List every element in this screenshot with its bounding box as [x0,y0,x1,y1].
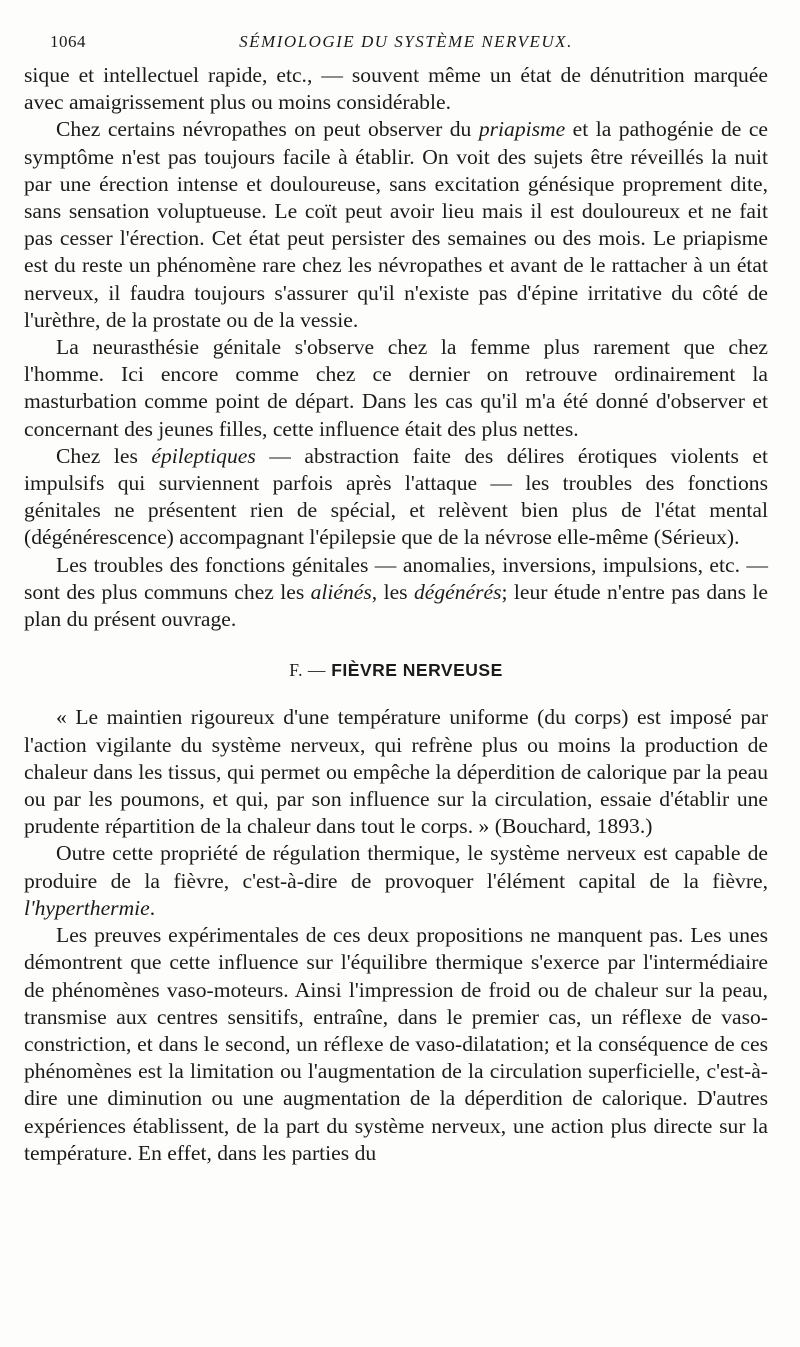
paragraph [24,840,768,922]
text-run: — abstraction faite des délires érotiques violents et impulsifs qui surviennent parfois après l'attaque — les troubles des fonctions génitales ne présentent rien de spécial, et relèvent bien plus de l'état mental (dégénérescence) accompagnant l'épilepsie que de la névrose elle-même (Sérieux). [24,443,768,550]
text-run: Chez certains névropathes on peut observer du [56,117,479,142]
text-run: La neurasthésie génitale s'observe chez la femme plus rarement que chez l'homme. Ici encore comme chez ce dernier on retrouve ordinairement la masturbation comme point de départ. Dans les cas qu'il m'a été donné d'observer et concernant des jeunes filles, cette influence était des plus nettes. [24,335,768,441]
italic-term: priapisme [478,117,566,142]
text-before-section [24,62,768,633]
section-heading [24,657,768,684]
paragraph [24,552,768,634]
text-run: . [149,895,156,920]
running-title: SÉMIOLOGIE DU SYSTÈME NERVEUX. [239,32,573,51]
italic-term: l'hyperthermie [24,895,150,920]
paragraph [24,334,768,443]
body-text [24,62,768,1167]
italic-term: épileptiques [151,443,256,468]
section-title: FIÈVRE NERVEUSE [331,660,503,681]
text-run: « Le maintien rigoureux d'une température uniforme (du corps) est imposé par l'action vigilante du système nerveux, qui refrène plus ou moins la production de chaleur dans les tissus, qui permet ou empêche la déperdition de calorique par la peau ou par les poumons, et qui, par son influence sur la circulation, essaie d'établir une prudente répartition de la chaleur dans tout le corps. » (Bouchard, 1893.) [24,705,768,839]
text-run: , les [371,579,414,604]
italic-term: aliénés [310,579,372,604]
text-run: Les preuves expérimentales de ces deux propositions ne manquent pas. Les unes démontrent que cette influence sur l'équilibre thermique s'exerce par l'intermédiaire de phénomènes vaso-moteurs. Ainsi l'impression de froid ou de chaleur sur la peau, transmise aux centres sensitifs, entraîne, dans le premier cas, un réflexe de vaso-constriction, et dans le second, un réflexe de vaso-dilatation; et la conséquence de ces phénomènes est la limitation ou l'augmentation de la circulation superficielle, c'est-à-dire une diminution ou une augmentation de la déperdition de calorique. D'autres expériences établissent, de la part du système nerveux, une action plus directe sur la température. En effet, dans les parties du [24,923,768,1165]
page-header [24,0,768,62]
text-run: Chez les [56,443,152,468]
page-number: 1064 [50,32,86,51]
text-run: ; leur étude n'entre pas dans le plan du présent ouvrage. [24,579,768,632]
paragraph [24,922,768,1167]
text-run: et la pathogénie de ce symptôme n'est pas toujours facile à établir. On voit des sujets être réveillés la nuit par une érection intense et douloureuse, sans excitation génésique proprement dite, sans sensation voluptueuse. Le coït peut avoir lieu mais il est douloureux et ne fait pas cesser l'érection. Cet état peut persister des semaines ou des mois. Le priapisme est du reste un phénomène rare chez les névropathes et avant de le rattacher à un état nerveux, il faudra toujours s'assurer qu'il n'existe pas d'épine irritative du côté de l'urèthre, de la prostate ou de la vessie. [24,117,768,332]
paragraph [24,62,768,116]
text-run: Outre cette propriété de régulation thermique, le système nerveux est capable de produire de la fièvre, c'est-à-dire de provoquer l'élément capital de la fièvre, [24,841,768,893]
paragraph [24,443,768,552]
paragraph [24,704,768,840]
text-run: sique et intellectuel rapide, etc., — souvent même un état de dénutrition marquée avec amaigrissement plus ou moins considérable. [24,63,768,115]
paragraph [24,116,768,334]
italic-term: dégénérés [413,579,502,604]
text-run: Les troubles des fonctions génitales — anomalies, inversions, impulsions, etc. — sont des plus communs chez les [24,552,768,604]
text-after-section [24,704,768,1166]
section-letter: F. — [289,660,326,681]
